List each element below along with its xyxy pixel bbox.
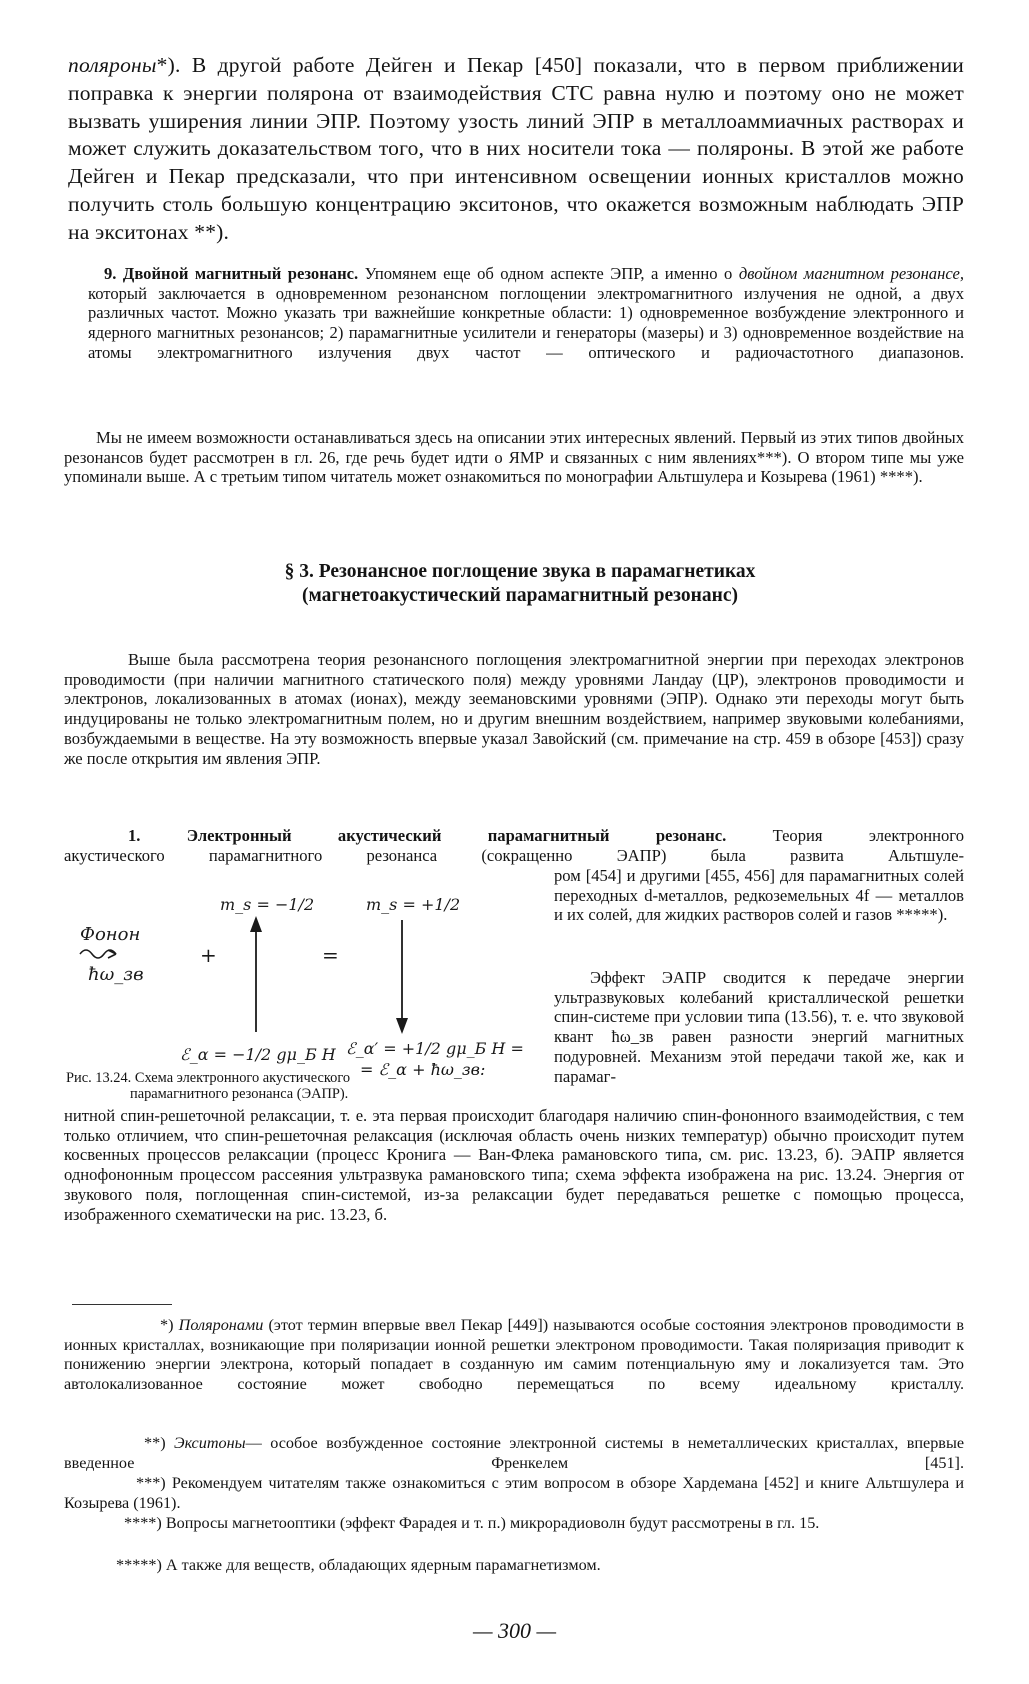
eapr-right-column-1: ром [454] и другими [455, 456] для парамагнитных солей переходных d-металлов, редкоземельных 4f — металлов и их солей, для жидких растворов солей и газов *****).: [554, 866, 964, 925]
double-resonance-paragraph-2: Мы не имеем возможности останавливаться здесь на описании этих интересных явлений. Первый из этих типов двойных резонансов будет рассмотрен в гл. 26, где речь будет идти о ЯМР и связанных с ним явлениях***). О втором типе мы уже упоминали выше. А с третьим типом читатель может ознакомиться по монографии Альтшулера и Козырева (1961) ****).: [64, 428, 964, 487]
phonon-energy: ħω_зв: [88, 964, 144, 985]
footnote-2-italic: Экситоны: [174, 1434, 246, 1452]
double-resonance-intro: Упомянем еще об одном аспекте ЭПР, а именно о: [364, 264, 733, 283]
eapr-title: 1. Электронный акустический парамагнитный резонанс.: [128, 826, 727, 845]
page-number: — 300 —: [472, 1618, 557, 1643]
eapr-line-2: акустического парамагнитного резонанса (сокращенно ЭАПР) была развита Альтшуле-: [64, 846, 964, 865]
footnote-3-mark: ***): [136, 1474, 166, 1492]
energy-left-label: ℰ_α = −1/2 gμ_Б H: [180, 1045, 336, 1064]
footnote-5-mark: *****): [116, 1556, 162, 1574]
footnote-3: [64, 1474, 964, 1513]
equals-sign: =: [322, 943, 339, 967]
double-resonance-title: 9. Двойной магнитный резонанс.: [104, 264, 359, 283]
footnote-4-mark: ****): [124, 1514, 162, 1532]
phonon-wave-icon: [80, 950, 116, 958]
figure-caption: [66, 1070, 524, 1103]
footnote-3-text: Рекомендуем читателям также ознакомиться с этим вопросом в обзоре Хардемана [452] и книге Альтшулера и Козырева (1961).: [64, 1474, 964, 1512]
figure-caption-line2: парамагнитного резонанса (ЭАПР).: [130, 1086, 349, 1103]
footnote-5-text: А также для веществ, обладающих ядерным парамагнетизмом.: [165, 1556, 601, 1574]
arrow-up-icon: [250, 916, 262, 1032]
footnote-1-mark: *): [160, 1316, 174, 1334]
footnote-2-text: — особое возбужденное состояние электронной системы в неметаллических кристаллах, впервые введенное Френкелем [451].: [64, 1434, 965, 1472]
double-resonance-paragraph: [88, 264, 964, 363]
top-paragraph: [68, 52, 964, 247]
eapr-scheme-diagram: [60, 882, 530, 1072]
section-title-line2: (магнетоакустический парамагнитный резонанс): [302, 585, 738, 606]
double-resonance-body: который заключается в одновременном резонансном поглощении электромагнитного излучения не одной, а двух различных частот. Можно указать три важнейшие конкретные области: 1) одновременное возбуждение электронного и ядерного магнитных резонансов; 2) парамагнитные усилители и генераторы (мазеры) и 3) одновременное воздействие на атомы электромагнитного излучения двух частот — оптического и радиочастотного диапазонов.: [88, 283, 964, 362]
top-paragraph-text: *). В другой работе Дейген и Пекар [450] показали, что в первом приближении поправка к энергии полярона от взаимодействия СТС равна нулю и поэтому оно не может вызвать уширения линии ЭПР. Поэтому узость линий ЭПР в металлоаммиачных растворах и может служить доказательством того, что в них носители тока — поляроны. В этой же работе Дейген и Пекар предсказали, что при интенсивном освещении ионных кристаллов можно получить столь большую концентрацию экситонов, что окажется возможным наблюдать ЭПР на экситонах **).: [68, 53, 964, 244]
footnote-4-text: Вопросы магнетооптики (эффект Фарадея и т. п.) микрорадиоволн будут рассмотрены в гл. 15.: [165, 1514, 820, 1532]
eapr-continuation: нитной спин-решеточной релаксации, т. е. эта первая происходит благодаря наличию спин-фононного взаимодействия, с тем только отличием, что спин-решеточная релаксация (исключая область очень низких температур) обычно происходит путем косвенных процессов релаксации (процесс Кронига — Ван-Флека рамановского типа, см. рис. 13.23, б). ЭАПР является однофононным процессом рассеяния ультразвука рамановского типа; схема эффекта изображена на рис. 13.24. Энергия от звукового поля, поглощенная спин-системой, из-за релаксации будет передаваться решетке с помощью процесса, изображенного схематически на рис. 13.23, б.: [64, 1106, 964, 1224]
arrow-down-icon: [396, 920, 408, 1034]
energy-right-label-1: ℰ_α′ = +1/2 gμ_Б H =: [346, 1039, 524, 1058]
footnote-1-text: (этот термин впервые ввел Пекар [449]) называются особые состояния электронов проводимости в ионных кристаллах, возникающие при поляризации ионной решетки электроном проводимости. Такая поляризация приводит к понижению энергии электрона, который попадает в созданную им самим потенциальную яму и локализуется там. Это автолокализованное состояние может свободно перемещаться по всему идеальному кристаллу.: [64, 1316, 965, 1393]
intro-paragraph: Выше была рассмотрена теория резонансного поглощения электромагнитной энергии при переходах электронов проводимости (при наличии магнитного статического поля) между уровнями Ландау (ЦР), электронов проводимости и электронов, локализованных в атомах (ионах), между зеемановскими уровнями (ЭПР). Однако эти переходы могут быть индуцированы не только электромагнитным полем, но и другим внешним воздействием, например звуковыми колебаниями, возбуждаемыми в веществе. На эту возможность впервые указал Завойский (см. примечание на стр. 459 в обзоре [453]) сразу же после открытия им явления ЭПР.: [64, 650, 964, 768]
figure-caption-line1: Рис. 13.24. Схема электронного акустического: [66, 1070, 351, 1086]
polaron-term: поляроны: [68, 53, 157, 77]
section-title: [100, 560, 940, 608]
footnote-rule: [72, 1304, 172, 1305]
eapr-line-1: [64, 826, 964, 846]
eapr-line1-text: Теория электронного: [772, 826, 964, 845]
energy-right-label-2: = ℰ_α + ħω_зв:: [360, 1060, 486, 1079]
footnote-1-italic: Поляронами: [178, 1316, 264, 1334]
phonon-label: Фонон: [80, 924, 141, 945]
footnote-2-mark: **): [144, 1434, 166, 1452]
double-resonance-italic: двойном магнитном резонансе,: [738, 264, 964, 283]
footnote-1: [64, 1316, 964, 1394]
ms-plus-label: m_s = +1/2: [366, 895, 461, 914]
figure-13-24: [60, 882, 530, 1092]
eapr-right-column-2: Эффект ЭАПР сводится к передаче энергии ультразвуковых колебаний кристаллической решетки спин-системе при условии типа (13.56), т. е. что звуковой квант ħω_зв равен разности энергий магнитных подуровней. Механизм этой передачи такой же, как и парамаг-: [554, 968, 964, 1086]
ms-minus-label: m_s = −1/2: [220, 895, 315, 914]
footnote-4: [64, 1514, 964, 1534]
footnote-2: [64, 1434, 964, 1473]
section-title-line1: § 3. Резонансное поглощение звука в парамагнетиках: [284, 561, 756, 582]
footnote-5: [64, 1556, 964, 1576]
plus-sign: +: [200, 943, 217, 967]
